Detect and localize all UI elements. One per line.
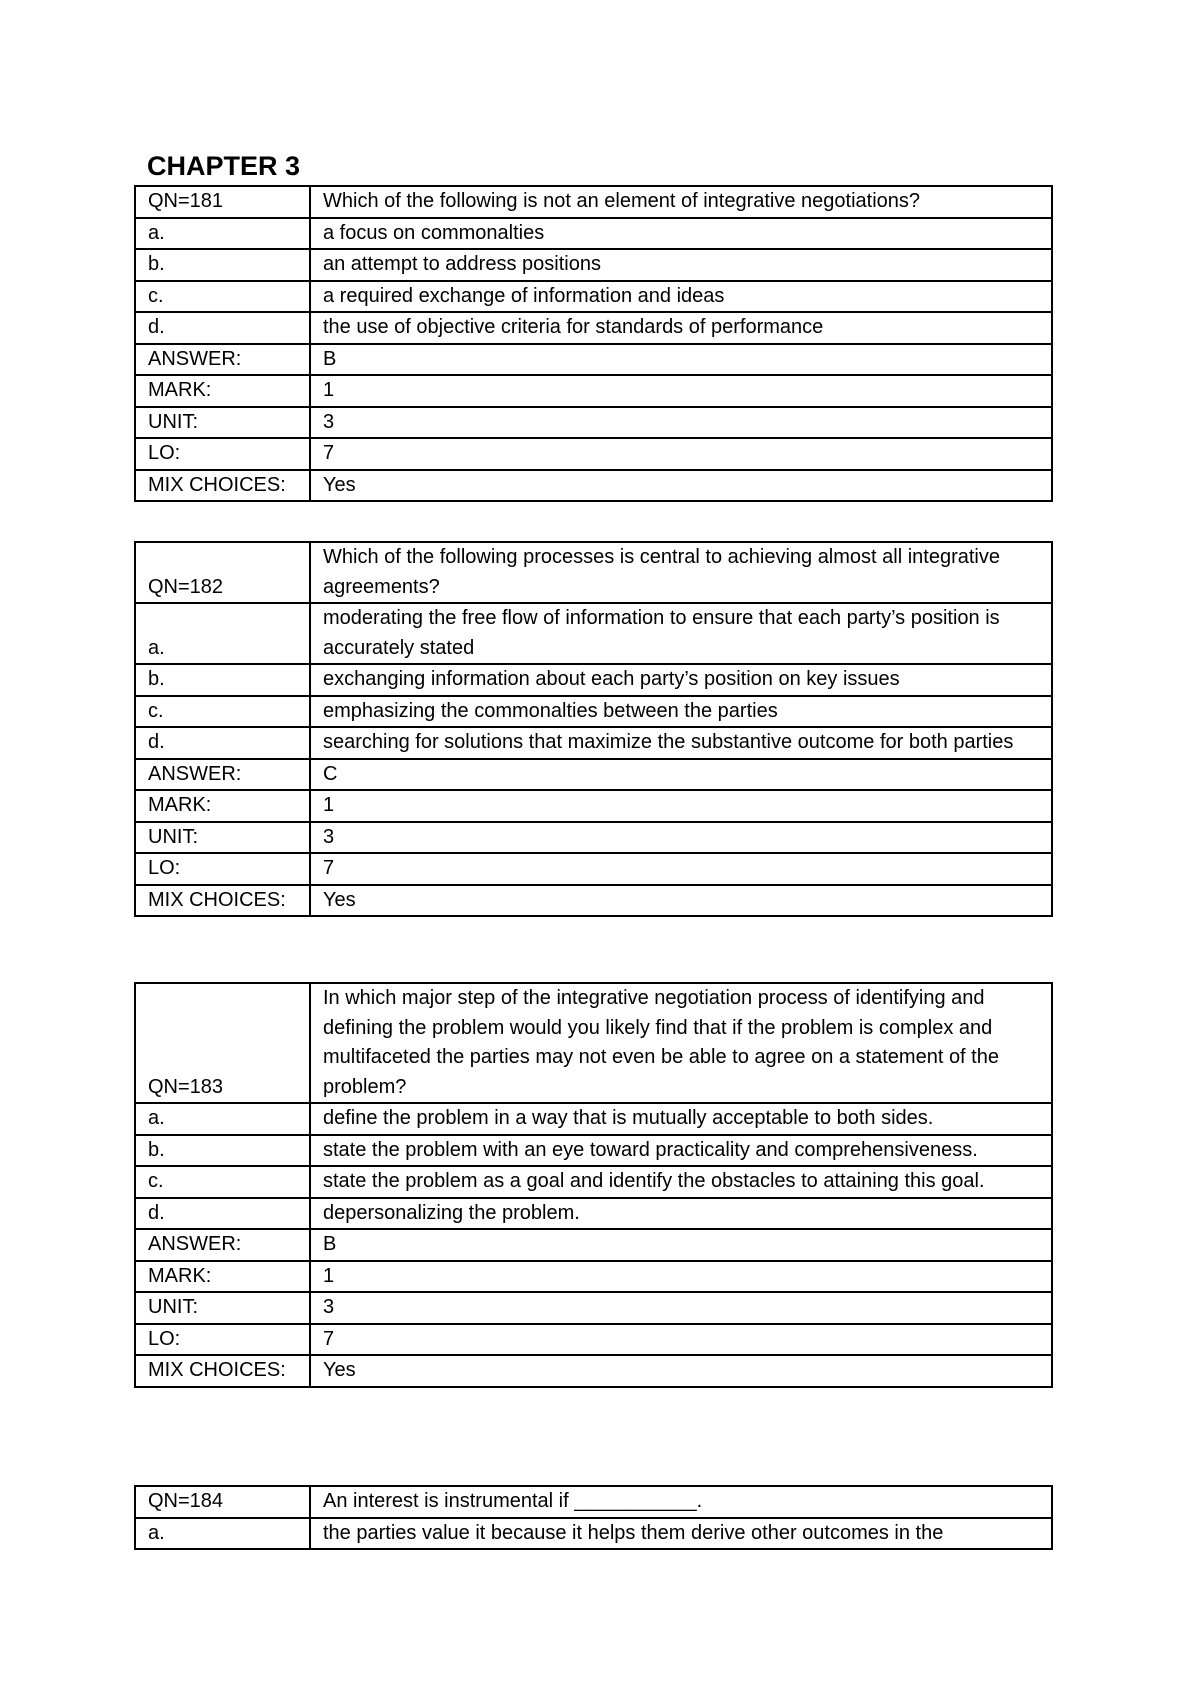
row-label: MIX CHOICES: [135, 1355, 310, 1387]
row-value: a focus on commonalties [310, 218, 1052, 250]
row-label: MIX CHOICES: [135, 885, 310, 917]
question-table-184 [134, 1485, 1053, 1550]
table-row [135, 983, 1052, 1103]
table-row [135, 281, 1052, 313]
row-value: 7 [310, 438, 1052, 470]
row-label: QN=182 [135, 542, 310, 603]
row-label: QN=183 [135, 983, 310, 1103]
row-value: 7 [310, 853, 1052, 885]
table-row [135, 344, 1052, 376]
row-value: 1 [310, 1261, 1052, 1293]
table-row [135, 696, 1052, 728]
table-row [135, 822, 1052, 854]
row-label: ANSWER: [135, 344, 310, 376]
table-row [135, 1518, 1052, 1550]
row-value: state the problem with an eye toward practicality and comprehensiveness. [310, 1135, 1052, 1167]
row-value: Which of the following is not an element of integrative negotiations? [310, 186, 1052, 218]
row-value: a required exchange of information and ideas [310, 281, 1052, 313]
table-row [135, 312, 1052, 344]
row-value: depersonalizing the problem. [310, 1198, 1052, 1230]
table-row [135, 407, 1052, 439]
row-label: UNIT: [135, 822, 310, 854]
table-row [135, 790, 1052, 822]
question-table-182 [134, 541, 1053, 917]
table-row [135, 603, 1052, 664]
row-value: an attempt to address positions [310, 249, 1052, 281]
row-value: the use of objective criteria for standards of performance [310, 312, 1052, 344]
row-label: MARK: [135, 1261, 310, 1293]
table-row [135, 853, 1052, 885]
question-table-181 [134, 185, 1053, 502]
row-value: emphasizing the commonalties between the parties [310, 696, 1052, 728]
row-label: a. [135, 603, 310, 664]
row-label: b. [135, 664, 310, 696]
table-row [135, 727, 1052, 759]
row-value: 3 [310, 407, 1052, 439]
row-label: a. [135, 1103, 310, 1135]
row-value: define the problem in a way that is mutually acceptable to both sides. [310, 1103, 1052, 1135]
row-value: C [310, 759, 1052, 791]
row-value: the parties value it because it helps them derive other outcomes in the [310, 1518, 1052, 1550]
row-label: a. [135, 1518, 310, 1550]
row-value: Yes [310, 1355, 1052, 1387]
row-value: Yes [310, 470, 1052, 502]
row-label: c. [135, 281, 310, 313]
row-value: state the problem as a goal and identify the obstacles to attaining this goal. [310, 1166, 1052, 1198]
row-value: 1 [310, 790, 1052, 822]
row-label: d. [135, 1198, 310, 1230]
row-label: ANSWER: [135, 1229, 310, 1261]
row-value: 7 [310, 1324, 1052, 1356]
row-label: UNIT: [135, 407, 310, 439]
table-row [135, 1355, 1052, 1387]
table-row [135, 1292, 1052, 1324]
table-row [135, 249, 1052, 281]
row-label: b. [135, 249, 310, 281]
row-value: exchanging information about each party’s position on key issues [310, 664, 1052, 696]
row-label: ANSWER: [135, 759, 310, 791]
row-value: 3 [310, 1292, 1052, 1324]
row-value: 1 [310, 375, 1052, 407]
row-label: MARK: [135, 375, 310, 407]
row-value: B [310, 1229, 1052, 1261]
table-row [135, 1103, 1052, 1135]
table-row [135, 186, 1052, 218]
table-row [135, 542, 1052, 603]
row-label: LO: [135, 438, 310, 470]
question-table-183 [134, 982, 1053, 1388]
row-label: UNIT: [135, 1292, 310, 1324]
table-row [135, 885, 1052, 917]
table-row [135, 1198, 1052, 1230]
row-value: In which major step of the integrative negotiation process of identifying and defining the problem would you likely find that if the problem is complex and multifaceted the parties may not even be able to agree on a statement of the problem? [310, 983, 1052, 1103]
row-label: c. [135, 1166, 310, 1198]
table-row [135, 1261, 1052, 1293]
row-value: An interest is instrumental if ___________. [310, 1486, 1052, 1518]
table-row [135, 1166, 1052, 1198]
row-label: QN=184 [135, 1486, 310, 1518]
row-label: QN=181 [135, 186, 310, 218]
chapter-title: CHAPTER 3 [147, 151, 301, 181]
table-row [135, 664, 1052, 696]
table-row [135, 438, 1052, 470]
row-label: a. [135, 218, 310, 250]
row-value: Which of the following processes is central to achieving almost all integrative agreements? [310, 542, 1052, 603]
row-label: c. [135, 696, 310, 728]
row-value: 3 [310, 822, 1052, 854]
table-row [135, 1135, 1052, 1167]
row-label: MARK: [135, 790, 310, 822]
row-label: d. [135, 727, 310, 759]
row-value: B [310, 344, 1052, 376]
row-label: LO: [135, 853, 310, 885]
table-row [135, 470, 1052, 502]
row-label: LO: [135, 1324, 310, 1356]
row-label: d. [135, 312, 310, 344]
row-value: Yes [310, 885, 1052, 917]
row-value: searching for solutions that maximize the substantive outcome for both parties [310, 727, 1052, 759]
table-row [135, 1486, 1052, 1518]
row-value: moderating the free flow of information to ensure that each party’s position is accurately stated [310, 603, 1052, 664]
table-row [135, 759, 1052, 791]
table-row [135, 1229, 1052, 1261]
table-row [135, 1324, 1052, 1356]
table-row [135, 218, 1052, 250]
row-label: MIX CHOICES: [135, 470, 310, 502]
row-label: b. [135, 1135, 310, 1167]
table-row [135, 375, 1052, 407]
